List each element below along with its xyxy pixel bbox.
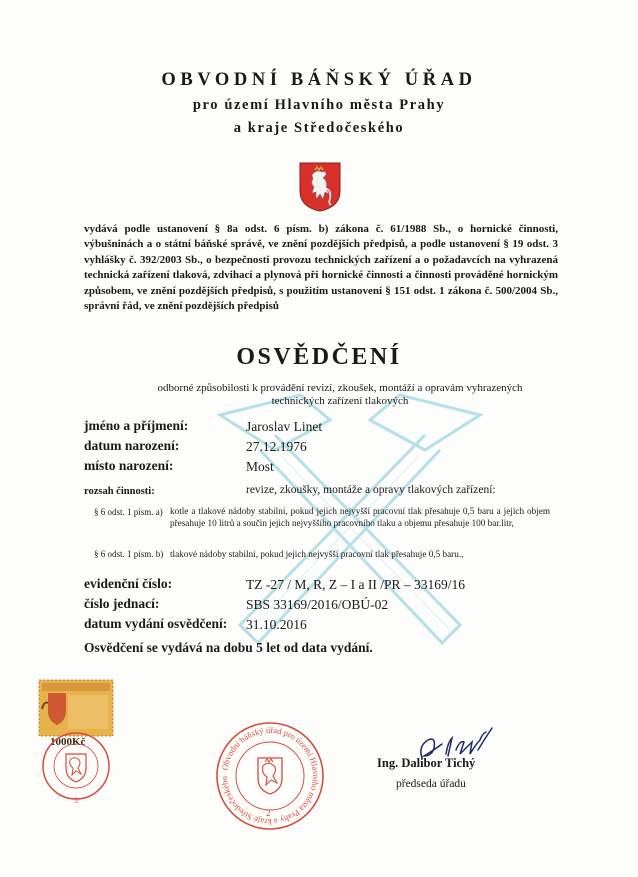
authority-name: OBVODNÍ BÁŇSKÝ ÚŘAD [161,70,477,90]
legal-preamble: vydává podle ustanovení § 8a odst. 6 písm. b) zákona č. 61/1988 Sb., o hornické činnosti, výbušninách a o státní báňské správě, ve znění pozdějších předpisů, a podle ustanovení § 19 odst. 3 vyhlášky č. 392/2003 Sb., o bezpečnosti provozu technických zařízení a o požadavcích na vyhrazená technická zařízení tlaková, zdvihací a plynová při hornické činnosti a činnosti prováděné hornickým způsobem, ve znění pozdějších předpisů, s použitím ustanovení § 151 odst. 1 zákona č. 500/2004 Sb., správní řád, ve znění pozdějších předpisů [84,223,558,313]
scope-item-ref: § 6 odst. 1 písm. b) [94,549,164,559]
document-subtitle: odborné způsobilosti k provádění revizí, zkoušek, montáží a opravám vyhrazených technických zařízení tlakových [157,382,523,407]
issue-date-label: datum vydání osvědčení: [84,616,228,631]
reference-label: číslo jednací: [84,596,160,611]
authority-region-line-2: a kraje Středočeského [233,120,405,136]
big-seal-number: 2 [266,808,271,818]
signer-role: předseda úřadu [396,778,466,790]
authority-region-line: pro území Hlavního města Prahy [192,97,446,113]
small-official-seal-icon [40,730,112,802]
scope-item-text: kotle a tlakové nádoby stabilní, pokud jejich nejvyšší pracovní tlak přesahuje 0,5 baru a jejich objem přesahuje 10 litrů a součin jejich nejvyššího pracovního tlaku a objemu přesahuje 100 bar.litr, [170,506,550,529]
scope-item-ref: § 6 odst. 1 písm. a) [94,507,163,517]
document-title: OSVĚDČENÍ [236,344,402,370]
scope-value: revize, zkoušky, montáže a opravy tlakových zařízení: [246,484,496,496]
small-seal-number: 3 [74,796,78,805]
issue-date-value: 31.10.2016 [246,617,307,632]
signer-name: Ing. Dalibor Tichý [377,756,476,770]
birth-place-value: Most [246,459,274,474]
scope-item-text: tlakové nádoby stabilní, pokud jejich nejvyšší pracovní tlak přesahuje 0,5 baru., [170,549,464,559]
czech-lion-coat-of-arms-icon [298,161,342,213]
scope-label: rozsah činnosti: [84,486,155,497]
name-value: Jaroslav Linet [246,419,323,434]
name-label: jméno a příjmení: [84,418,189,433]
validity-statement: Osvědčení se vydává na dobu 5 let od data vydání. [84,640,373,655]
seal-inscription: Obvodní báňský úřad pro území Hlavního města Prahy a kraje Středočeského [218,724,322,828]
reference-value: SBS 33169/2016/OBÚ-02 [246,597,389,612]
birth-place-label: místo narození: [84,458,174,473]
registration-value: TZ -27 / M, R, Z – I a II /PR – 33169/16 [246,577,465,592]
fee-stamp-value: 1000Kč [50,736,86,748]
fee-stamp-icon [38,679,114,737]
birth-date-label: datum narození: [84,438,180,453]
birth-date-value: 27.12.1976 [246,439,307,454]
registration-label: evidenční číslo: [84,576,173,591]
